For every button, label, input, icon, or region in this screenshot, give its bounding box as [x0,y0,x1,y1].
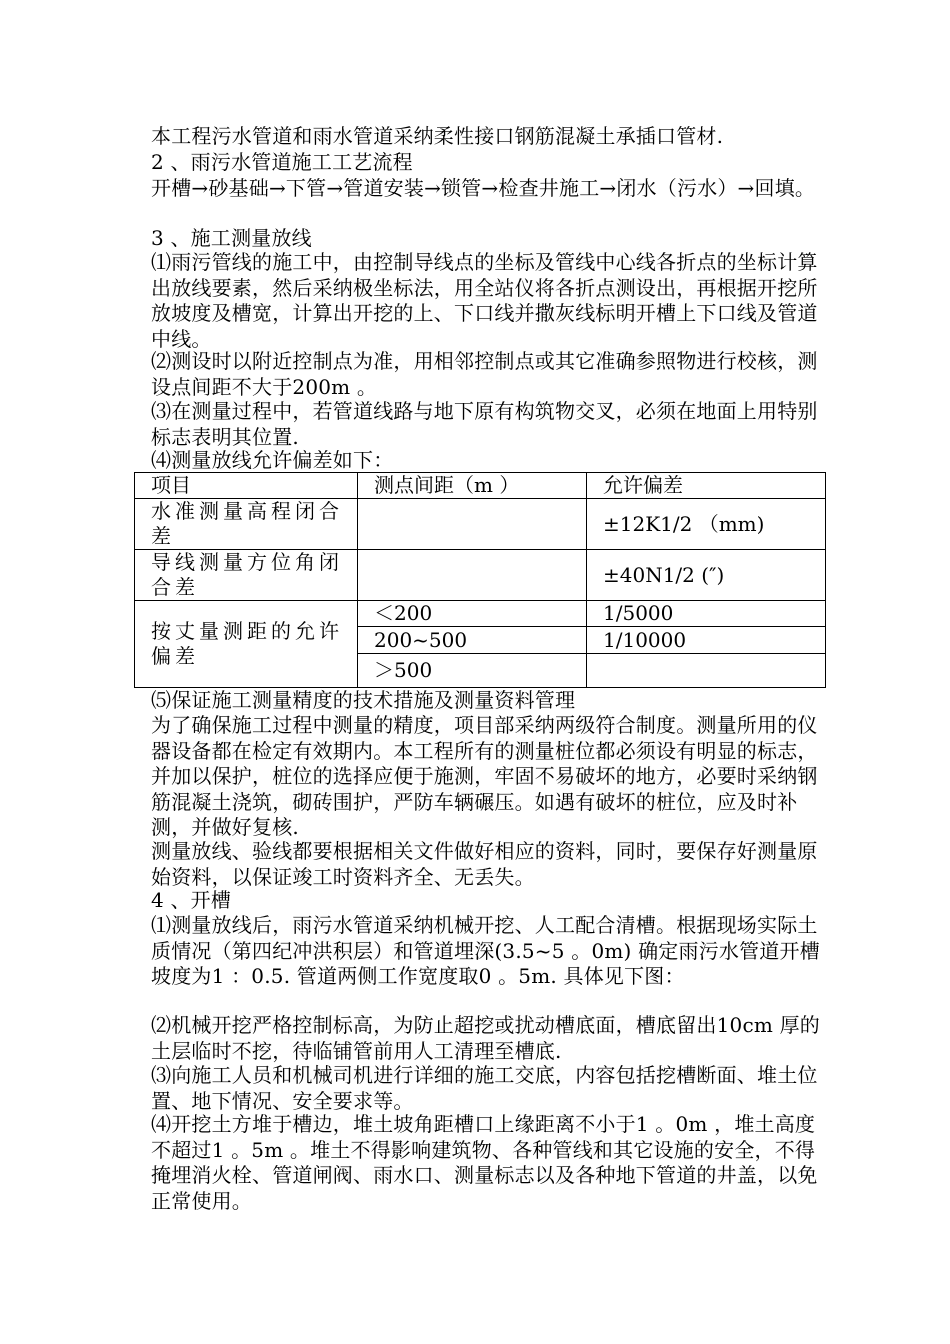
trench-item-4: ⑷开挖土方堆于槽边，堆土坡角距槽口上缘距离不小于1 。0m ，堆土高度不超过1 。5m 。堆土不得影响建筑物、各种管线和其它设施的安全，不得掩埋消火栓、管道闸阀、雨水口、测量标志以及各种地下管道的井盖，以免正常使用。 [151,1112,818,1213]
table-cell-item: 按丈量测距的允许偏差 [135,601,358,688]
table-cell-spacing: 200~500 [358,627,587,654]
table-cell-spacing [358,499,587,550]
table-cell-tolerance: 1/5000 [587,601,826,627]
table-header-row [135,473,826,499]
table-row [135,499,826,550]
table-header-cell: 允许偏差 [587,473,826,499]
trench-item-2: ⑵机械开挖严格控制标高，为防止超挖或扰动槽底面，槽底留出10cm 厚的土层临时不挖，待临铺管前用人工清理至槽底. [151,1013,820,1063]
section-heading-2: 2 、雨污水管道施工工艺流程 [151,150,413,174]
records-paragraph: 测量放线、验线都要根据相关文件做好相应的资料，同时，要保存好测量原始资料，以保证竣工时资料齐全、无丢失。 [151,839,818,889]
accuracy-measures-paragraph: 为了确保施工过程中测量的精度，项目部采纳两级符合制度。测量所用的仪器设备都在检定有效期内。本工程所有的测量桩位都必须设有明显的标志，并加以保护，桩位的选择应便于施测，牢固不易破坏的地方，必要时采纳钢筋混凝土浇筑，砌砖围护，严防车辆碾压。如遇有破坏的桩位，应及时补测，并做好复核. [151,713,818,840]
survey-item-2: ⑵测设时以附近控制点为准，用相邻控制点或其它准确参照物进行校核，测设点间距不大于200m 。 [151,349,818,399]
table-cell-tolerance [587,654,826,688]
table-cell-spacing [358,550,587,601]
table-cell-item: 水准测量高程闭合差 [135,499,358,550]
table-cell-item: 导线测量方位角闭合差 [135,550,358,601]
section-heading-3: 3 、施工测量放线 [151,226,312,250]
tolerance-table [134,472,826,688]
table-header-cell: 测点间距（m ） [358,473,587,499]
section-heading-4: 4 、开槽 [151,888,232,912]
survey-item-1: ⑴雨污管线的施工中，由控制导线点的坐标及管线中心线各折点的坐标计算出放线要素，然后采纳极坐标法，用全站仪将各折点测设出，再根据开挖所放坡度及槽宽，计算出开挖的上、下口线并撒灰线标明开槽上下口线及管道中线。 [151,250,818,351]
table-cell-tolerance: ±40N1/2 (″) [587,550,826,601]
table-cell-spacing: ＜200 [358,601,587,627]
trench-item-1: ⑴测量放线后，雨污水管道采纳机械开挖、人工配合清槽。根据现场实际土质情况（第四纪冲洪积层）和管道埋深(3.5~5 。0m) 确定雨污水管道开槽坡度为1 ：0.5. 管道两侧工作宽度取0 。5m. 具体见下图： [151,913,820,989]
process-flow-paragraph: 开槽→砂基础→下管→管道安装→锁管→检查井施工→闭水（污水）→回填。 [151,176,816,200]
survey-item-3: ⑶在测量过程中，若管道线路与地下原有构筑物交叉，必须在地面上用特别标志表明其位置. [151,399,818,449]
survey-item-4: ⑷测量放线允许偏差如下： [151,448,394,472]
table-cell-tolerance: ±12K1/2 （mm) [587,499,826,550]
trench-item-3: ⑶向施工人员和机械司机进行详细的施工交底，内容包括挖槽断面、堆土位置、地下情况、安全要求等。 [151,1063,818,1113]
survey-item-5: ⑸保证施工测量精度的技术措施及测量资料管理 [151,688,576,712]
table-cell-tolerance: 1/10000 [587,627,826,654]
intro-paragraph: 本工程污水管道和雨水管道采纳柔性接口钢筋混凝土承插口管材. [151,124,724,148]
table-row [135,601,826,627]
table-cell-spacing: ＞500 [358,654,587,688]
table-header-cell: 项目 [135,473,358,499]
table-row [135,550,826,601]
